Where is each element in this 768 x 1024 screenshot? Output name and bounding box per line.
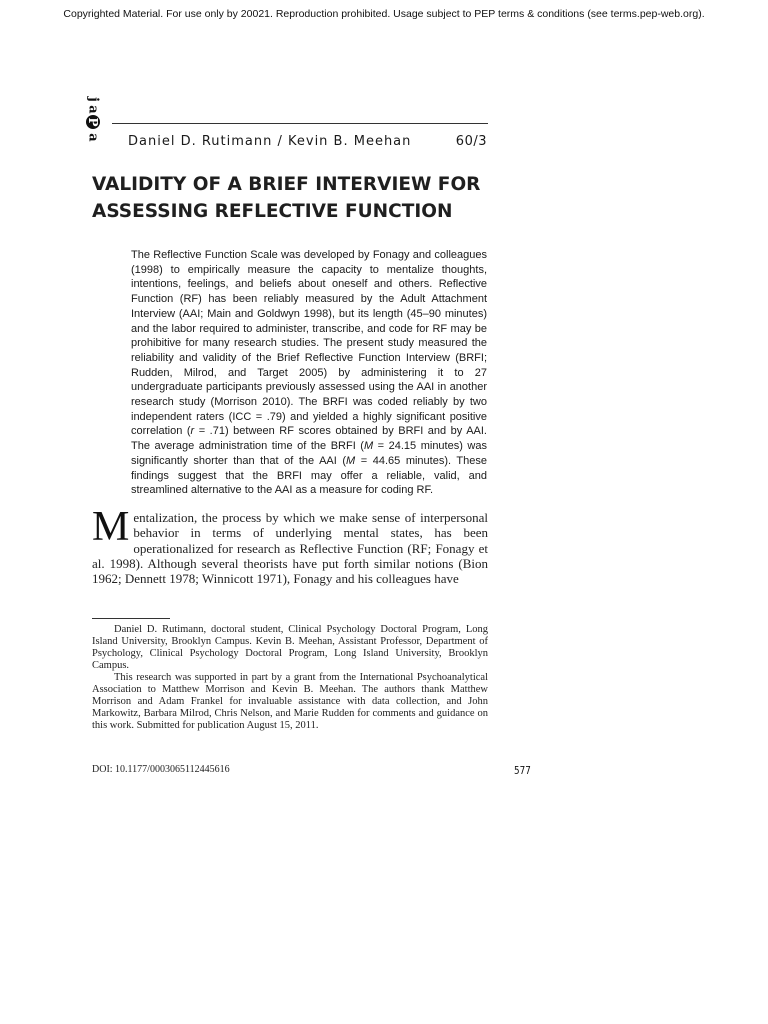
abstract-part-3: = 24.15 minutes) was significantly shorter than that of the AAI (: [131, 440, 487, 467]
footnote-rule: [92, 618, 170, 619]
footnotes: [92, 624, 488, 732]
article-title: [92, 171, 512, 225]
header-rule: [112, 123, 488, 124]
logo-letter-a-2: a: [85, 133, 101, 142]
abstract: [131, 248, 487, 498]
abstract-m-symbol-2: M: [346, 454, 356, 467]
body-paragraph: [92, 504, 488, 587]
body-text: entalization, the process by which we make sense of interpersonal behavior in terms of underlying mental states, has been operationalized for research as Reflective Function (RF; Fonagy et al. 1998). Although several theorists have put forth similar notions (Bion 1962; Dennett 1978; Winnicott 1971), Fonagy and his colleagues have: [92, 510, 488, 587]
journal-logo: [86, 92, 106, 148]
abstract-m-symbol-1: M: [363, 440, 374, 453]
running-header-authors: Daniel D. Rutimann / Kevin B. Meehan: [128, 134, 412, 149]
copyright-notice: Copyrighted Material. For use only by 20021. Reproduction prohibited. Usage subject to PEP terms & conditions (see terms.pep-web.org).: [63, 8, 705, 20]
doi: DOI: 10.1177/0003065112445616: [92, 764, 230, 775]
title-line-2: ASSESSING REFLECTIVE FUNCTION: [92, 201, 453, 222]
title-line-1: VALIDITY OF A BRIEF INTERVIEW FOR: [92, 174, 481, 195]
page-number: 577: [514, 764, 531, 777]
abstract-r-symbol: r: [190, 425, 195, 438]
footnote-affiliation: Daniel D. Rutimann, doctoral student, Clinical Psychology Doctoral Program, Long Island University, Brooklyn Campus. Kevin B. Meehan, Assistant Professor, Department of Psychology, Clinical Psychology Doctoral Program, Long Island University, Brooklyn Campus.: [92, 624, 488, 671]
footnote-acknowledgment: This research was supported in part by a grant from the International Psychoanalytical Association to Matthew Morrison and Kevin B. Meehan. The authors thank Matthew Morrison and Adam Frankel for invaluable assistance with data collection, and John Markowitz, Barbara Milrod, Chris Nelson, and Marie Rudden for comments and guidance on this work. Submitted for publication August 15, 2011.: [92, 672, 488, 731]
abstract-part-1: The Reflective Function Scale was developed by Fonagy and colleagues (1998) to empirically measure the capacity to mentalize thoughts, intentions, feelings, and beliefs about oneself and others. Reflective Function (RF) has been reliably measured by the Adult Attachment Interview (AAI; Main and Goldwyn 1998), but its length (45–90 minutes) and the labor required to administer, transcribe, and code for RF may be prohibitive for many research studies. The present study measured the reliability and validity of the Brief Reflective Function Interview (BRFI; Rudden, Milrod, and Target 2005) by administering it to 27 undergraduate participants previously assessed using the AAI in another research study (Morrison 2010). The BRFI was coded reliably by two independent raters (ICC = .79) and yielded a highly significant positive correlation (: [131, 249, 487, 438]
abstract-part-4: = 44.65 minutes). These findings suggest that the BRFI may offer a reliable, valid, and streamlined alternative to the AAI as a measure for coding RF.: [131, 454, 487, 497]
logo-letter-p: P: [86, 115, 100, 129]
abstract-part-2: = .71) between RF scores obtained by BRFI and by AAI. The average administration time of the BRFI (: [131, 425, 487, 453]
logo-letter-j: j: [85, 97, 101, 102]
running-header-issue: 60/3: [455, 134, 487, 149]
logo-letter-a: a: [85, 105, 101, 114]
drop-cap: M: [92, 504, 130, 550]
